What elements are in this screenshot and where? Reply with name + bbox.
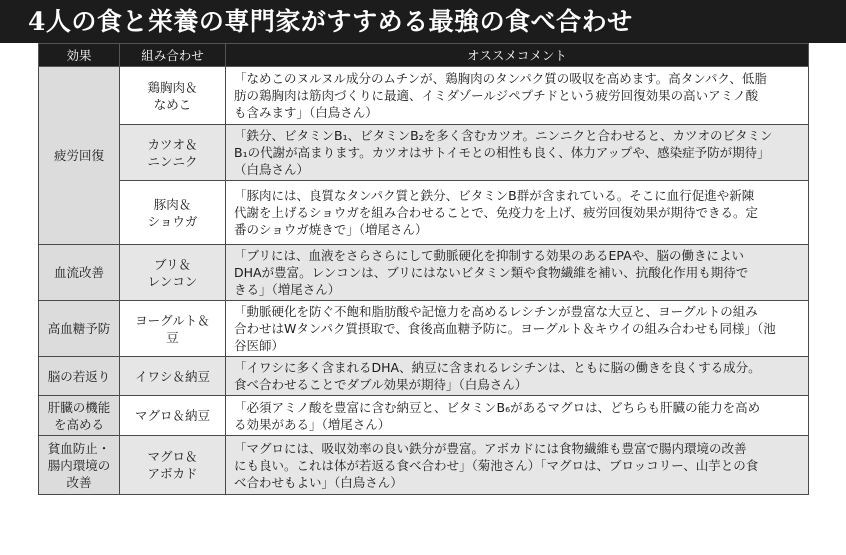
- effect-cell: [39, 301, 120, 357]
- comment-text: [234, 440, 802, 491]
- comment-cell: [226, 301, 809, 357]
- comment-line: 「イワシに多く含まれるDHA、納豆に含まれるレシチンは、ともに脳の働きを良くする成分。: [234, 360, 761, 375]
- table-row: [39, 301, 809, 357]
- column-header-combination: 組み合わせ: [120, 44, 226, 67]
- combination-text: [124, 79, 221, 113]
- comment-line: B₁の代謝が高まります。カツオはサトイモとの相性も良く、体力アップや、感染症予防が期待」: [234, 145, 770, 160]
- comment-line: 食べ合わせることでダブル効果が期待」（白鳥さん）: [234, 377, 528, 392]
- combination-text: [124, 312, 221, 346]
- combination-line: ショウガ: [147, 213, 198, 229]
- combination-cell: [120, 301, 226, 357]
- comment-line: 番のショウガ焼きで」（増尾さん）: [234, 222, 428, 237]
- combination-line: ヨーグルト＆: [135, 312, 210, 328]
- table-body: [39, 67, 809, 495]
- combination-text: [124, 448, 221, 482]
- table-row: [39, 181, 809, 245]
- comment-cell: [226, 125, 809, 181]
- combination-line: 豆: [166, 329, 179, 345]
- comment-text: [234, 359, 802, 393]
- effect-text: [43, 320, 115, 337]
- effect-text: [43, 264, 115, 281]
- combination-line: アボカド: [147, 466, 198, 481]
- page-title: 4人の食と栄養の専門家がすすめる最強の食べ合わせ: [28, 7, 633, 36]
- comment-line: 谷医師）: [234, 338, 285, 353]
- effect-line: 肝臓の機能: [47, 399, 111, 415]
- combination-line: 鶏胸肉＆: [147, 79, 198, 95]
- comment-line: 「動脈硬化を防ぐ不飽和脂肪酸や記憶力を高めるレシチンが豊富な大豆と、ヨーグルトの組み: [234, 304, 758, 319]
- comment-line: 「必須アミノ酸を豊富に含む納豆と、ビタミンB₆があるマグロは、どちらも肝臓の能力を高め: [234, 399, 761, 415]
- effect-cell: [39, 436, 120, 495]
- effect-cell: [39, 67, 120, 245]
- combination-cell: [120, 436, 226, 495]
- comment-cell: [226, 396, 809, 436]
- effect-text: [43, 147, 115, 164]
- effect-line: を高める: [53, 416, 104, 432]
- comment-text: [234, 70, 802, 121]
- combination-text: [124, 368, 221, 385]
- comment-text: [234, 127, 802, 178]
- comment-text: [234, 187, 802, 238]
- effect-line: 高血糖予防: [47, 321, 111, 336]
- comment-cell: [226, 67, 809, 125]
- comment-text: [234, 247, 802, 298]
- column-header-comment: オススメコメント: [226, 44, 809, 67]
- table-row: [39, 67, 809, 125]
- combination-line: マグロ＆: [147, 449, 198, 464]
- combination-text: [124, 136, 221, 170]
- comment-line: る効果がある」（増尾さん）: [234, 416, 391, 432]
- combination-line: なめこ: [153, 96, 192, 112]
- column-header-effect: 効果: [39, 44, 120, 67]
- effect-cell: [39, 245, 120, 301]
- combination-cell: [120, 357, 226, 396]
- comment-cell: [226, 245, 809, 301]
- effect-line: 血流改善: [53, 265, 104, 280]
- table-row: [39, 125, 809, 181]
- combination-line: イワシ＆納豆: [134, 368, 210, 384]
- comment-line: も含みます」（白鳥さん）: [234, 105, 378, 120]
- combination-cell: [120, 396, 226, 436]
- effect-line: 改善: [66, 474, 92, 490]
- effect-text: [43, 399, 115, 433]
- combination-line: マグロ＆納豆: [134, 408, 210, 423]
- comment-text: [234, 303, 802, 354]
- table-row: [39, 396, 809, 436]
- comment-line: 合わせはWタンパク質摂取で、食後高血糖予防に。ヨーグルト＆キウイの組み合わせも同様」（池: [234, 321, 776, 336]
- combination-text: [124, 256, 221, 290]
- table-row: [39, 357, 809, 396]
- effect-line: 脳の若返り: [47, 368, 111, 384]
- table-row: [39, 245, 809, 301]
- comment-cell: [226, 436, 809, 495]
- combination-cell: [120, 245, 226, 301]
- combination-line: ブリ＆: [153, 256, 191, 272]
- comment-line: （白鳥さん）: [234, 162, 310, 177]
- combination-line: カツオ＆: [147, 136, 198, 152]
- comment-text: [234, 399, 802, 433]
- combination-line: 豚肉＆: [153, 196, 192, 212]
- effect-text: [43, 440, 115, 491]
- combination-cell: [120, 181, 226, 245]
- effect-line: 腸内環境の: [47, 457, 111, 473]
- combination-text: [124, 407, 221, 424]
- effect-cell: [39, 396, 120, 436]
- combination-line: ニンニク: [147, 153, 198, 169]
- effect-cell: [39, 357, 120, 396]
- comment-line: にも良い。これは体が若返る食べ合わせ」（菊池さん）「マグロは、ブロッコリー、山芋との食: [234, 457, 759, 473]
- comment-line: 代謝を上げるショウガを組み合わせることで、免疫力を上げ、疲労回復効果が期待できる。定: [234, 205, 759, 220]
- table-header-row: [39, 44, 809, 67]
- comment-line: きる」（増尾さん）: [234, 282, 341, 297]
- comment-line: べ合わせもよい」（白鳥さん）: [234, 474, 403, 490]
- comment-line: DHAが豊富。レンコンは、ブリにはないビタミン類や食物繊維を補い、抗酸化作用も期待で: [234, 265, 749, 280]
- pairing-table: [38, 43, 809, 495]
- effect-line: 貧血防止・: [47, 440, 111, 456]
- comment-line: 「マグロには、吸収効率の良い鉄分が豊富。アボカドには食物繊維も豊富で腸内環境の改善: [234, 440, 747, 456]
- comment-cell: [226, 357, 809, 396]
- comment-cell: [226, 181, 809, 245]
- comment-line: 肪の鶏胸肉は筋肉づくりに最適、イミダゾールジペプチドという疲労回復効果の高いアミノ酸: [234, 88, 759, 103]
- combination-cell: [120, 67, 226, 125]
- combination-text: [124, 196, 221, 230]
- effect-line: 疲労回復: [53, 148, 104, 163]
- combination-cell: [120, 125, 226, 181]
- combination-line: レンコン: [147, 273, 198, 289]
- comment-line: 「鉄分、ビタミンB₁、ビタミンB₂を多く含むカツオ。ニンニクと合わせると、カツオのビタミン: [234, 128, 773, 143]
- comment-line: 「ブリには、血液をさらさらにして動脈硬化を抑制する効果のあるEPAや、脳の働きによい: [234, 248, 744, 263]
- comment-line: 「なめこのヌルヌル成分のムチンが、鶏胸肉のタンパク質の吸収を高めます。高タンパク、低脂: [234, 71, 767, 86]
- comment-line: 「豚肉には、良質なタンパク質と鉄分、ビタミンB群が含まれている。そこに血行促進や新陳: [234, 188, 755, 203]
- table-row: [39, 436, 809, 495]
- effect-text: [43, 368, 115, 385]
